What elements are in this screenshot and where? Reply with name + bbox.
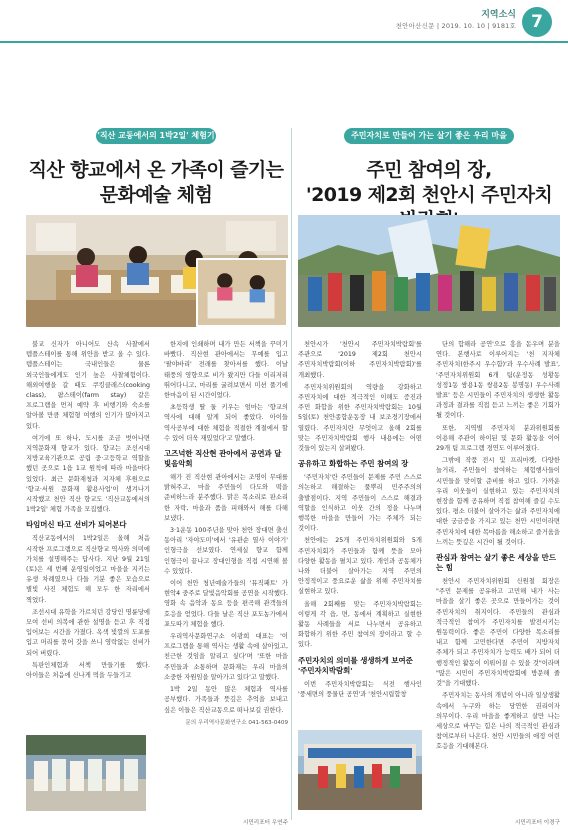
left-paragraph: 조선시대 유학을 가르치던 강당인 명륜당에 모여 선비 의복에 관한 설명을 듣고 후 직접 입어보는 시간을 가졌다. 옥색 빛깔의 도포를 입고 머리를 묶어 갓을 쓰니 영락없는 선비가 되어 버렸다.	[26, 608, 150, 657]
right-paragraph: 단의 합해라 공연'으로 흥을 돋우며 분을 연다. 본행사로 이루어지는 '천 지자체 주민자치(한주시 우수함)'과 우수사례 발표', '주민자치위원회 6개 팀(운정동 성황동 성정1동 쌍용1동 쌍용2동 봉명동) 우수사례 발표' 등은 시민들이 주민자치의 생생한 활동 과정과 결과를 직접 듣고 느끼는 좋은 기회가 될 것이다.	[436, 341, 560, 420]
left-paragraph: 한지에 인쇄하며 내가 만든 서책을 꾸미기 바빴다. 직산현 관아에서는 무예를 입고 '팔야바리' 전래를 찾아서를 했다. 이날 태풍의 영향으로 비가 왔지만 다들 이리저리 뛰어다니고, 마리를 굴려보면서 미션 풀기에 한마음이 된 시간이었다.	[164, 341, 288, 400]
left-paragraph: 직산교동에서의 1박2일은 올해 처음 시작한 프로그램으로 직산향교 역사와 의미에 가치를 설명해주는 답사다. 지난 9월 21일(토)은 세 번째 운영일이었고 마을을 지키는 유생 차례였으나 다들 기분 좋은 모습으로 별빛 사진 체험도 해 모두 한 자리에서 찍었다.	[26, 535, 150, 604]
page-number-badge: 7	[522, 7, 552, 37]
right-headline-line-2: '2019 제2회 천안시 주민자치	[305, 184, 553, 206]
left-article-head	[26, 128, 286, 208]
left-paragraph: 불교 신자가 아니어도 산속 사찰에서 템플스테이를 통해 위안을 받고 올 수 있다. 템플스테이는 국내인들은 물론 외국인들에게도 인기 높은 사찰체험이다. 해외여행을 갈 때도 쿠킹클래스(cooking class), 팜스테이(farm stay) 같은 프로그램을 먼저 예약 후 비행기와 숙소를 알아볼 만큼 체험형 여행의 인기가 많아지고 있다.	[26, 341, 150, 430]
left-reporter-credit: 시민리포터 우연주	[242, 820, 288, 826]
left-paragraph: 특판인체험과 서책 만들기를 했다. 아이들은 처음에 신나게 먹을 두들기고	[26, 661, 150, 680]
left-paragraph: 3·1운동 100주년을 맞아 천안 장대면 출신 동아리 '자야도미'에서 '유관순 열사 이야기' 인형극을 선보였다. 연세실 향교 함께 인형극이 끝나고 장대인형을 직접 시연해 볼 수 있었다.	[164, 527, 288, 575]
right-paragraph: 또한, 지역별 주민자치 분과위원회를 이용해 주관이 하이된 및 문화 활동을 이어 29개 팀 프로그램 경연도 이루어졌다.	[436, 424, 560, 453]
right-paragraph: 천안시 주민자치위원회 신원철 회장은 "주민 문제를 공유하고 고민해 내가 사는 마을을 살기 좋은 곳으로 만들어가는 것이 주민자치의 취지이다. 주민들의 관심과 적극적인 참여가 주민자치를 발전시키는 원동력이다. 좋은 주민이 다양한 목소리를 내고 함께 고민한다면 주민이 지방자치 주체가 되고 주민자치가 능력도 배가 되어 더 행정적인 활동이 이뤄어질 수 있을 것"이라며 "많은 시민이 주민자치박람회에 방문해 줄 것"을 기대했다.	[436, 578, 560, 688]
right-subheading-3: 관심과 참여는 살기 좋은 세상을 만드는 힘	[436, 553, 556, 573]
left-paragraph: 이어 천안 청년예술가들의 '뮤직패트' 가 현악4 중주로 달빛음악회를 공연을 시작했다. 영화 속 음악과 동요 등을 편곡해 관객들의 호응을 얻었다. 다들 날은 직산 포도농가에서 포도따기 체험을 했다.	[164, 580, 288, 628]
right-text-column-1	[298, 340, 422, 755]
group-in-scholar-robes-photo	[26, 735, 146, 811]
left-paragraph: 1박 2일 동안 많은 체험과 역사를 공부했다. 가족들과 뜻깊은 추억을 보내고 싶은 이들은 직산교동으로 떠나보길 권한다.	[164, 686, 288, 714]
right-paragraph: 올해 2회째를 맞는 주민자치박람회는 이렇게 각 읍, 면, 동에서 계획하고 실현한 활동 사례들을 서로 나누면서 공유하고 화합하기 위한 주민 참여의 장이라고 할 수 있다.	[298, 600, 422, 649]
right-subheading-2: 주민자치의 의미를 생생하게 보여준 '주민자치박람회'	[298, 655, 413, 675]
stage-performance-photo	[298, 730, 422, 810]
left-headline-line-2: 문화예술 체험	[99, 184, 213, 206]
right-paragraph: 이번 주민자치박람회는 식전 행사인 '풍세면의 풍물단 공연'과 '천안시립합창	[298, 680, 422, 698]
right-subheading-1: 공유하고 화합하는 주민 참여의 장	[298, 459, 409, 469]
header-rule	[0, 41, 568, 43]
left-paragraph: 우리역사문화연구소 이광희 대표는 '이 프로그램을 통해 역사는 생활 속에 살아있고, 친근한 것임을 알리고 싶다'며 '또한 마을 주민들과 소통하며 문화재는 우리 마을의 소중한 자원임을 알아가고 있다'고 말했다.	[164, 633, 288, 681]
left-contact-line: 문의 우리역사문화연구소 041-563-0409	[185, 719, 288, 726]
left-text-column-2	[164, 340, 288, 726]
right-paragraph: '주민자치'란 주민들이 문제를 주민 스스로 의논하고 해결하는 풀뿌리 민주주의의 출발점이다. 지역 주민들이 스스로 해결과 역할을 인식하고 이웃 간의 정을 나누며 행복한 마을을 만들어 가는 주체가 되는 것이다.	[298, 474, 422, 533]
right-article-body	[298, 340, 560, 755]
right-paragraph: 천안시가 '천안시 주민자치박람회'를 주관으로 '2019 제2회 천안시 주민자치박람회(이하 주민자치박람회)'를 개최했다.	[298, 341, 422, 379]
page-header	[0, 0, 568, 56]
left-article-body	[26, 340, 288, 726]
festival-crowd-photo	[298, 215, 560, 327]
left-subheading-2: 고즈넉한 직산현 관아에서 공연과 달빛음악회	[164, 449, 282, 469]
right-paragraph: 주민자치위원회의 역량을 강화하고 주민자치에 대한 적극적인 이해도 증진과 주민 화합을 위한 주민자치박람회는 10월 5일(토) 천안종합운동장 내 보조경기장에서 열렸다. 주민자치란 무엇이고 올해 2회를 맞는 주민자치박람회 행사 내용에는 어떤 것들이 있는지 살펴봤다.	[298, 383, 422, 453]
right-paragraph: 주민자치는 동사의 개념이 아니라 일상생활 속에서 누구와 하는 당연한 권리이자 의무이다. 우리 마을을 좋게하고 살만 나는 세상으로 바꾸는 힘은 나의 적극적인 관심과 참여로부터 나온다. 천안 시민들의 애정 어린 호응을 기대해본다.	[436, 692, 560, 751]
children-drawing-inset-photo	[196, 258, 288, 327]
right-headline-line-1: 주민 참여의 장,	[366, 159, 492, 181]
section-name: 지역소식	[481, 10, 516, 20]
left-paragraph: 여기에 또 하나, 도시를 조금 벗어나면 지역문화재 향교가 있다. 향교는 조선시대 지방교육기관으로 공립 중·고등학교 역할을 했던 곳으로 1읍 1교 원칙에 따라 마을마다 있었다. 최근 문화재청과 지자체 후원으로 '향교·서원 문화재 활용사업'이 생겨나기 시작했고 천안 직산 향교도 '직산교동에서의 1박2일' 체험 가족을 모집했다.	[26, 434, 150, 514]
column-divider	[291, 128, 292, 820]
left-paragraph: 해가 진 직산현 관아에서는 조명이 무대를 밝혀주고, 마을 주민들이 다도와 떡을 준비하느라 분주했다. 맑은 목소리로 판소리 한 자락, 마을과 품을 피해와서 해를 다해 보냈다.	[164, 474, 288, 522]
right-article-tag: 주민자치로 만들어 가는 살기 좋은 우리 마을	[344, 128, 514, 144]
left-article-tag: '직산 교동에서의 1박2일' 체험기	[96, 128, 216, 144]
right-paragraph: 천안에는 25개 주민자치위원회와 5개 주민자치회가 주민들과 함께 뜻을 모아 다양한 활동을 펼치고 있다. 개인과 공동체가 나와 더불어 살아가는 지역 주민의 안정적이고 풍요로운 삶을 위해 주민자치를 실현하고 있다.	[298, 537, 422, 596]
right-reporter-credit: 시민리포터 이경구	[514, 820, 560, 826]
right-paragraph: 그밖에 작품 전시 및 프리마켓, 다양한 놀거리, 주민들이 참여하는 체험행사들이 시민들을 맞이할 준비를 하고 있다. 가까운 우리 이웃들이 실현하고 있는 주민자치의 현장을 함께 공유하며 직접 참여해 즐길 수도 있다. 평소 더불어 살아가는 삶과 주민자치에 대한 궁금증을 가지고 있는 천안 시민이라면 주민자치에 대한 목마름을 해소하고 즐거움을 느끼는 뜻깊은 시간이 될 것이다.	[436, 457, 560, 546]
left-headline-line-1: 직산 향교에서 온 가족이 즐기는	[28, 159, 284, 181]
left-subheading-1: 타임머신 타고 선비가 되어본다	[26, 520, 127, 530]
right-text-column-2	[436, 340, 560, 755]
issue-line: 천안아산신문 | 2019. 10. 10 | 9181호	[395, 22, 516, 30]
left-paragraph: 초등학생 딸 둘 키우는 엄마는 '향교의 역사에 대해 알게 되어 좋았다. 아이들 역사공부에 대한 체험을 적절한 계절에서 할 수 있어 더욱 재밌었다'고 말했다.	[164, 404, 288, 442]
left-article-headline	[26, 158, 286, 208]
left-text-column-1	[26, 340, 150, 726]
